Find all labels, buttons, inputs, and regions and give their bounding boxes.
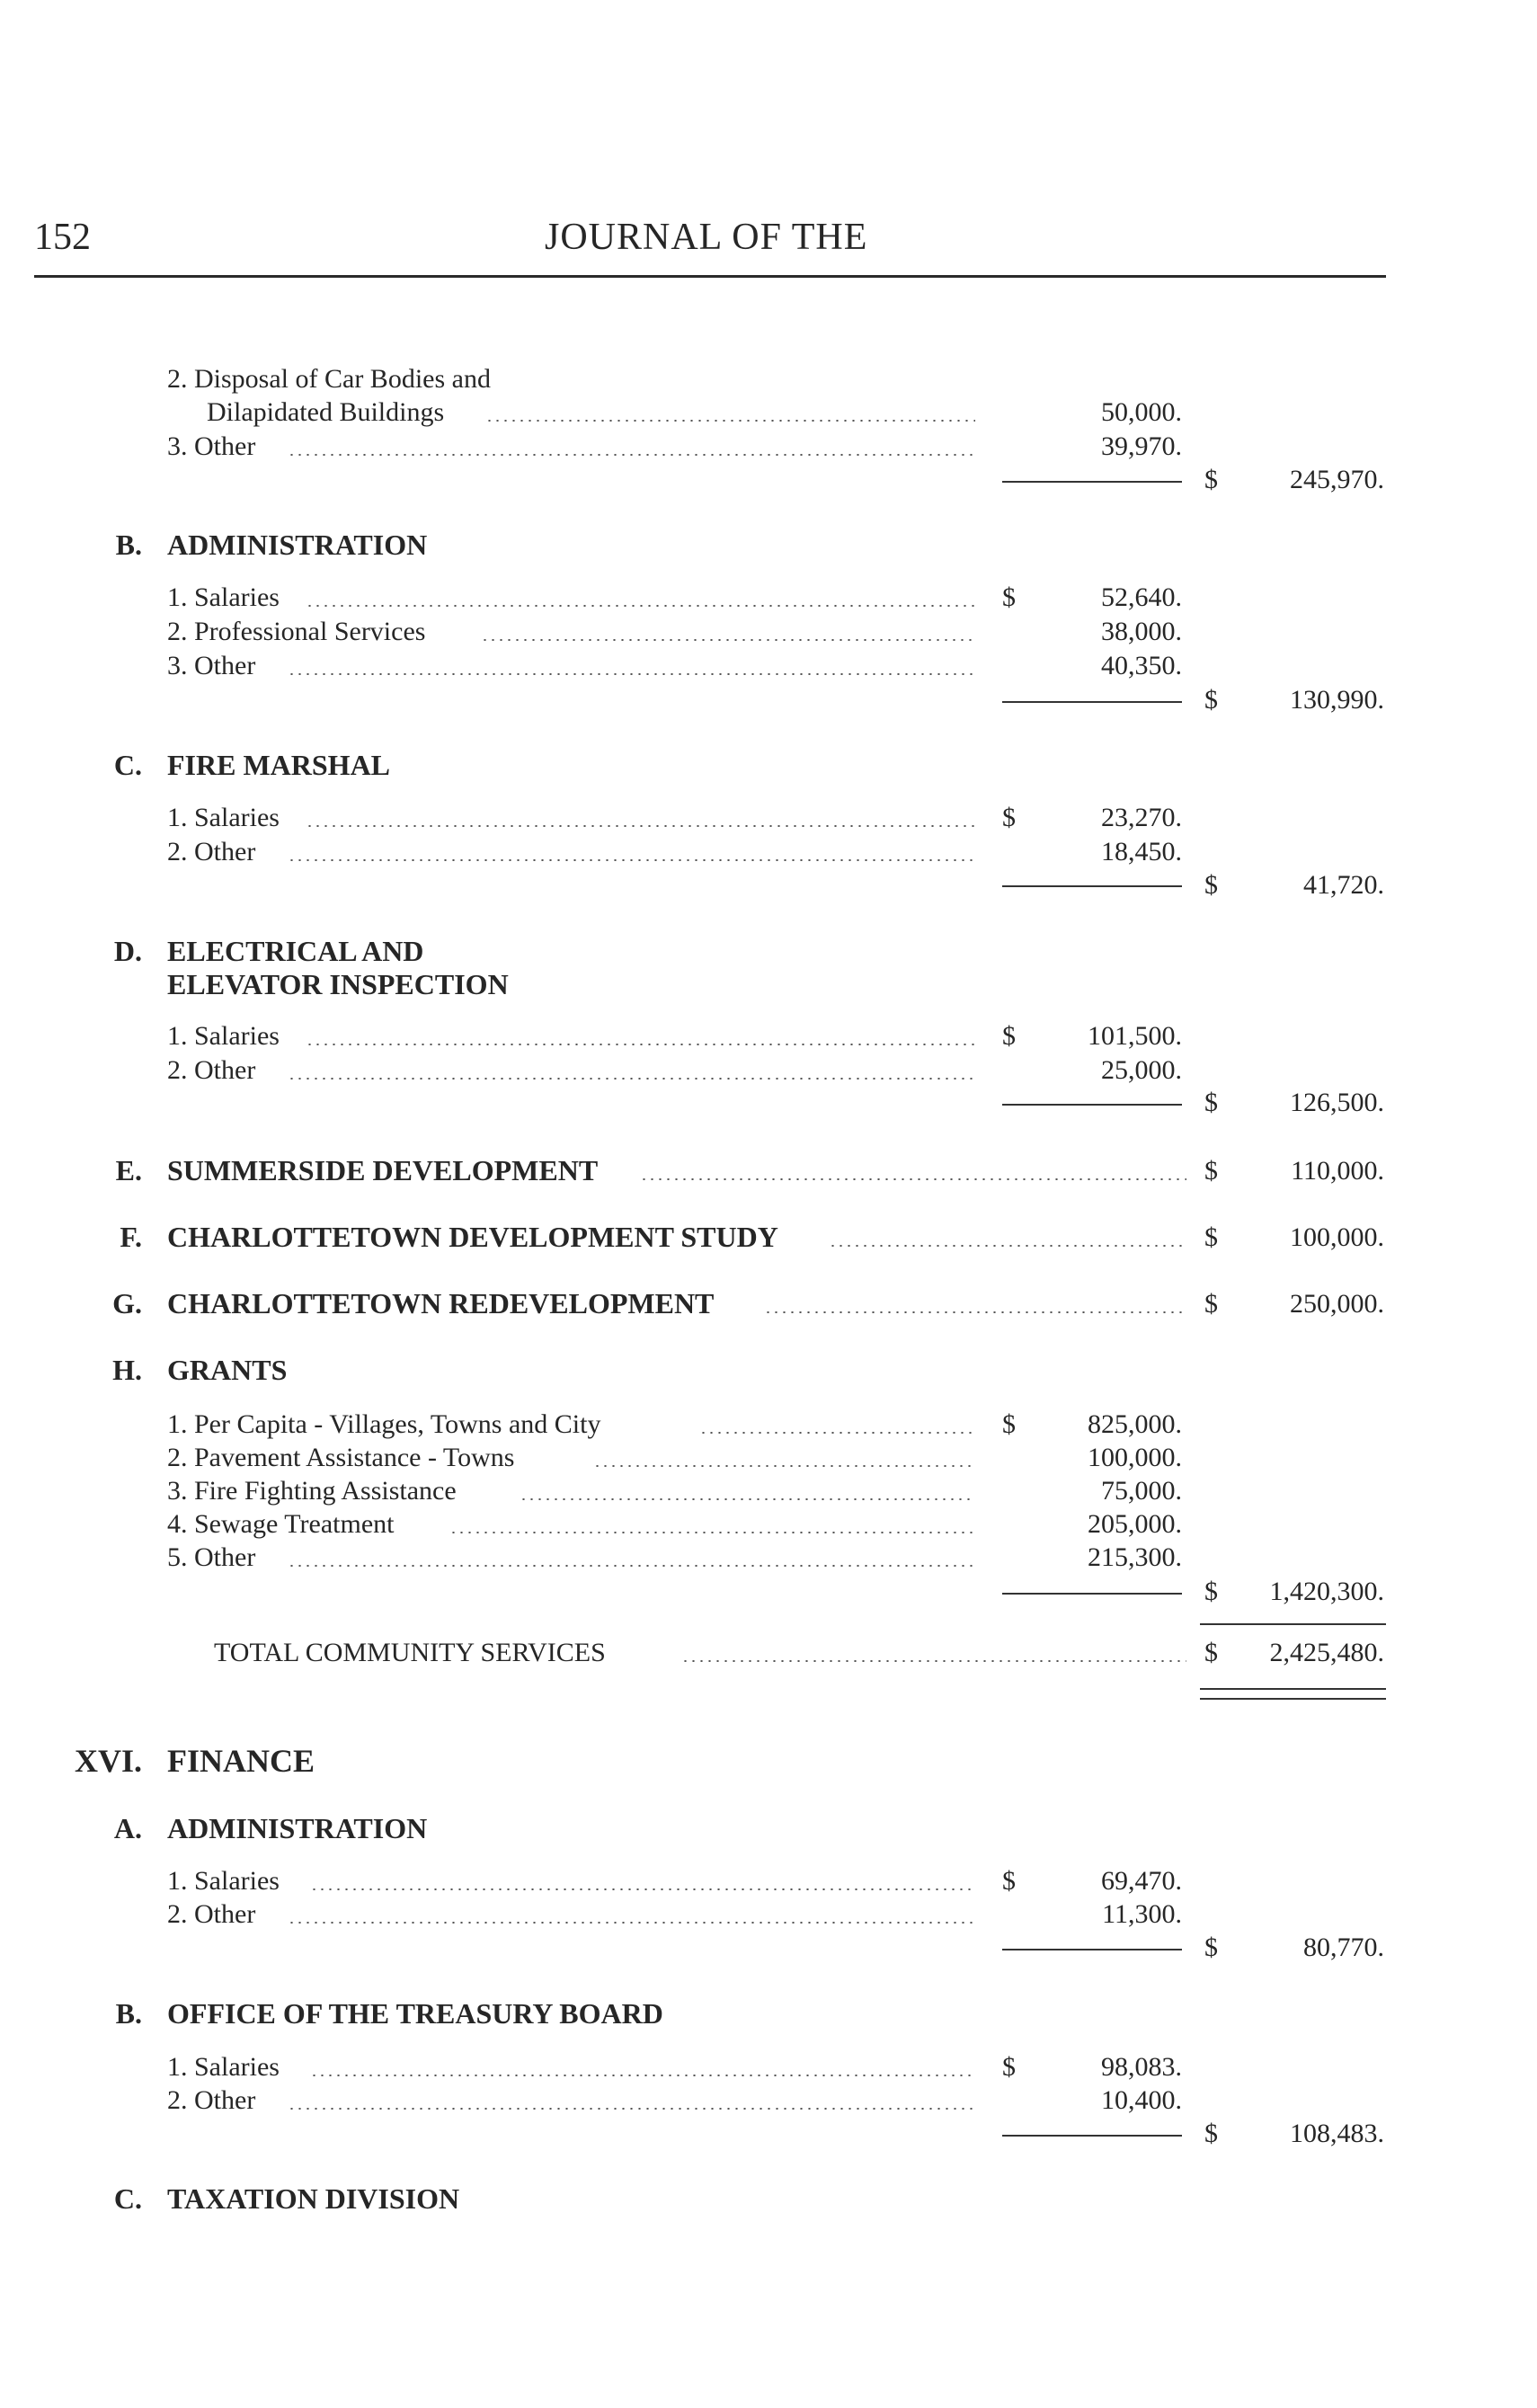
- leader-dots: [449, 1532, 975, 1533]
- dollar-sign: $: [1204, 1222, 1218, 1252]
- item-value: 215,300.: [1088, 1542, 1182, 1572]
- subtotal-rule: [1002, 481, 1182, 483]
- section-letter: D.: [113, 935, 142, 967]
- item-label: 1. Salaries: [167, 582, 280, 612]
- section-letter: C.: [113, 749, 142, 781]
- grand-total-label: TOTAL COMMUNITY SERVICES: [214, 1638, 606, 1667]
- leader-dots: [593, 1465, 975, 1467]
- item-value: 25,000.: [1101, 1055, 1182, 1085]
- section-total: 110,000.: [1291, 1156, 1384, 1186]
- section-title: SUMMERSIDE DEVELOPMENT: [167, 1154, 599, 1186]
- leader-dots: [764, 1311, 1186, 1313]
- leader-dots: [288, 859, 975, 861]
- item-label: 1. Salaries: [167, 1021, 280, 1051]
- item-value: 69,470.: [1101, 1866, 1182, 1896]
- dollar-sign: $: [1204, 1933, 1218, 1962]
- dollar-sign: $: [1002, 2052, 1016, 2082]
- dollar-sign: $: [1204, 1088, 1218, 1117]
- journal-title: JOURNAL OF THE: [545, 217, 868, 258]
- grand-total-value: 2,425,480.: [1269, 1638, 1384, 1667]
- section-title: TAXATION DIVISION: [167, 2182, 460, 2215]
- leader-dots: [485, 420, 975, 422]
- item-value: 52,640.: [1101, 582, 1182, 612]
- leader-dots: [481, 639, 975, 641]
- section-title: CHARLOTTETOWN REDEVELOPMENT: [167, 1287, 715, 1320]
- item-value: 11,300.: [1102, 1899, 1182, 1929]
- section-letter: E.: [115, 1154, 142, 1186]
- section-title: FIRE MARSHAL: [167, 749, 391, 781]
- item-value: 100,000.: [1088, 1443, 1182, 1472]
- dollar-sign: $: [1002, 1409, 1016, 1439]
- leader-dots: [306, 605, 975, 607]
- section-total: 245,970.: [1290, 465, 1384, 494]
- leader-dots: [288, 1565, 975, 1567]
- dollar-sign: $: [1002, 582, 1016, 612]
- section-letter: B.: [115, 1997, 142, 2030]
- leader-dots: [681, 1660, 1186, 1662]
- item-label: 1. Salaries: [167, 1866, 280, 1896]
- double-rule-bottom: [1200, 1698, 1386, 1700]
- section-letter: C.: [113, 2182, 142, 2215]
- dollar-sign: $: [1002, 803, 1016, 832]
- section-total: 130,990.: [1290, 685, 1384, 715]
- section-total: 1,420,300.: [1269, 1577, 1384, 1606]
- item-label: 1. Salaries: [167, 803, 280, 832]
- leader-dots: [288, 454, 975, 456]
- double-rule-top: [1200, 1688, 1386, 1690]
- dollar-sign: $: [1002, 1866, 1016, 1896]
- item-label: 2. Pavement Assistance - Towns: [167, 1443, 515, 1472]
- dollar-sign: $: [1204, 1638, 1218, 1667]
- item-value: 18,450.: [1101, 837, 1182, 866]
- leader-dots: [306, 825, 975, 827]
- item-label: 5. Other: [167, 1542, 256, 1572]
- section-letter: F.: [120, 1221, 142, 1253]
- section-total: 41,720.: [1303, 870, 1384, 900]
- dollar-sign: $: [1204, 465, 1218, 494]
- section-total: 108,483.: [1290, 2119, 1384, 2148]
- section-title: ELEVATOR INSPECTION: [167, 968, 509, 1000]
- dollar-sign: $: [1002, 1021, 1016, 1051]
- leader-dots: [310, 1888, 975, 1890]
- section-title: ELECTRICAL AND: [167, 935, 424, 967]
- item-label: 4. Sewage Treatment: [167, 1509, 395, 1539]
- leader-dots: [306, 1044, 975, 1045]
- section-title: OFFICE OF THE TREASURY BOARD: [167, 1997, 663, 2030]
- header-rule: [34, 275, 1386, 278]
- item-value: 23,270.: [1101, 803, 1182, 832]
- item-label: 3. Other: [167, 651, 256, 680]
- item-value: 50,000.: [1101, 397, 1182, 427]
- item-label: 2. Other: [167, 837, 256, 866]
- item-value: 75,000.: [1101, 1476, 1182, 1506]
- item-value: 40,350.: [1101, 651, 1182, 680]
- item-label: 2. Other: [167, 2085, 256, 2115]
- item-label: 3. Fire Fighting Assistance: [167, 1476, 457, 1506]
- item-value: 98,083.: [1101, 2052, 1182, 2082]
- item-label: 2. Professional Services: [167, 617, 426, 646]
- section-title: GRANTS: [167, 1354, 288, 1386]
- subtotal-rule: [1002, 2135, 1182, 2137]
- dollar-sign: $: [1204, 1156, 1218, 1186]
- dollar-sign: $: [1204, 685, 1218, 715]
- item-value: 10,400.: [1101, 2085, 1182, 2115]
- item-label: Dilapidated Buildings: [207, 397, 445, 427]
- leader-dots: [288, 1078, 975, 1080]
- section-letter: B.: [115, 529, 142, 561]
- section-title: CHARLOTTETOWN DEVELOPMENT STUDY: [167, 1221, 778, 1253]
- subtotal-rule: [1002, 1104, 1182, 1106]
- section-total: 80,770.: [1303, 1933, 1384, 1962]
- leader-dots: [699, 1432, 975, 1434]
- leader-dots: [640, 1178, 1186, 1180]
- leader-dots: [310, 2075, 975, 2076]
- section-total: 126,500.: [1290, 1088, 1384, 1117]
- dollar-sign: $: [1204, 2119, 1218, 2148]
- section-letter: H.: [112, 1354, 142, 1386]
- leader-dots: [288, 673, 975, 675]
- leader-dots: [288, 1922, 975, 1924]
- dollar-sign: $: [1204, 1289, 1218, 1319]
- dollar-sign: $: [1204, 1577, 1218, 1606]
- leader-dots: [520, 1498, 975, 1500]
- total-rule: [1200, 1623, 1386, 1625]
- item-value: 39,970.: [1101, 431, 1182, 461]
- item-value: 38,000.: [1101, 617, 1182, 646]
- section-total: 100,000.: [1290, 1222, 1384, 1252]
- subtotal-rule: [1002, 1593, 1182, 1595]
- item-value: 205,000.: [1088, 1509, 1182, 1539]
- item-label: 2. Other: [167, 1899, 256, 1929]
- item-value: 825,000.: [1088, 1409, 1182, 1439]
- item-label: 3. Other: [167, 431, 256, 461]
- leader-dots: [288, 2108, 975, 2110]
- page-number: 152: [34, 217, 91, 258]
- item-label: 1. Salaries: [167, 2052, 280, 2082]
- subtotal-rule: [1002, 1949, 1182, 1950]
- part-number: XVI.: [74, 1743, 142, 1779]
- section-total: 250,000.: [1290, 1289, 1384, 1319]
- section-letter: A.: [113, 1812, 142, 1844]
- section-title: ADMINISTRATION: [167, 1812, 428, 1844]
- section-letter: G.: [112, 1287, 142, 1320]
- item-label: 2. Disposal of Car Bodies and: [167, 364, 491, 394]
- item-value: 101,500.: [1088, 1021, 1182, 1051]
- item-label: 2. Other: [167, 1055, 256, 1085]
- item-label: 1. Per Capita - Villages, Towns and City: [167, 1409, 601, 1439]
- leader-dots: [829, 1245, 1186, 1247]
- part-title: FINANCE: [167, 1743, 315, 1779]
- dollar-sign: $: [1204, 870, 1218, 900]
- subtotal-rule: [1002, 701, 1182, 703]
- subtotal-rule: [1002, 885, 1182, 887]
- section-title: ADMINISTRATION: [167, 529, 428, 561]
